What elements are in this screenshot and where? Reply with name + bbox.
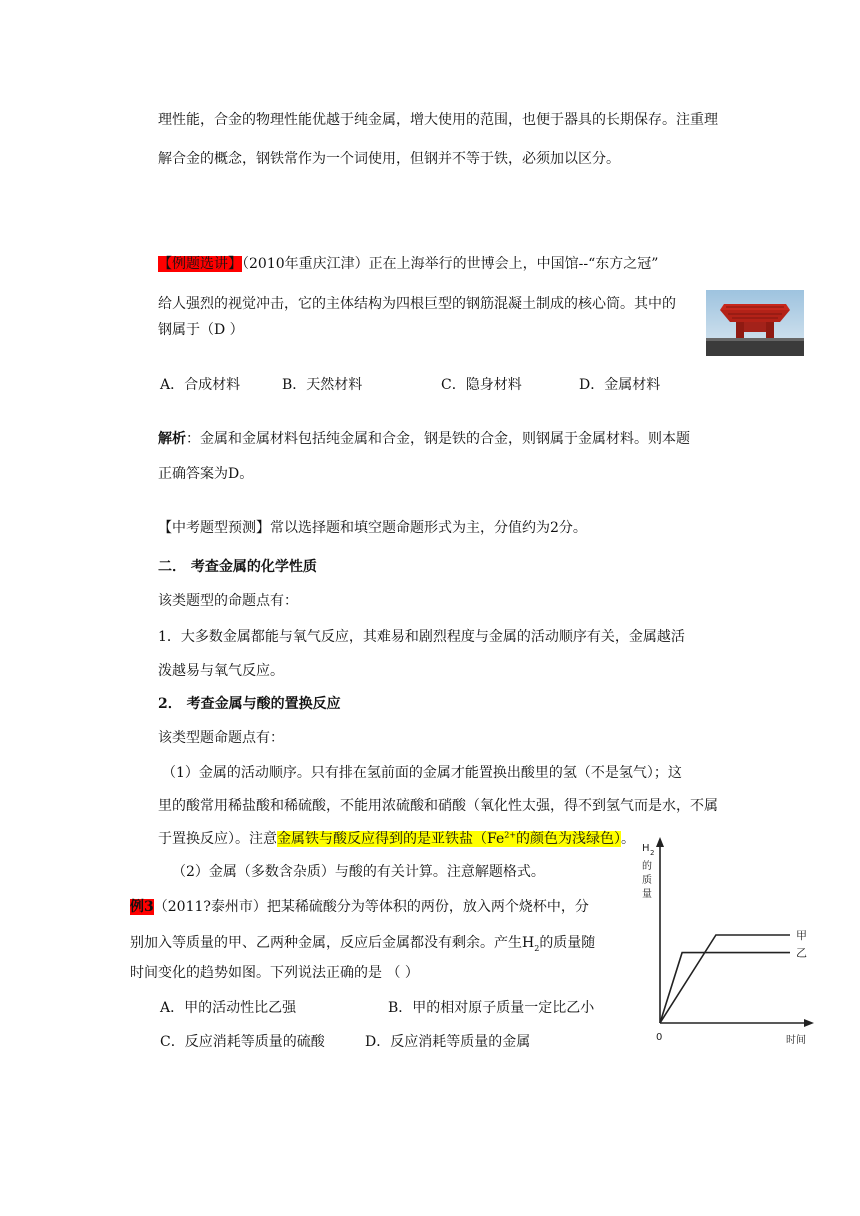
option-d: D．反应消耗等质量的金属	[365, 1034, 531, 1050]
option-c: C．隐身材料	[441, 377, 522, 393]
series-group	[660, 929, 807, 1023]
section-intro: 该类题型的命题点有：	[158, 593, 298, 609]
point1-line2: 泼越易与氧气反应。	[158, 663, 284, 679]
reaction-graph	[640, 835, 820, 1050]
y-axis-label-char: 量	[642, 889, 652, 900]
analysis-label: 解析	[158, 431, 186, 447]
option-a: A．甲的活动性比乙强	[160, 1000, 297, 1016]
example1-line3: 钢属于（D ）	[158, 322, 244, 338]
example3-text: 别加入等质量的甲、乙两种金属，反应后金属都没有剩余。产生H	[130, 935, 535, 951]
option-c: C．反应消耗等质量的硫酸	[160, 1034, 325, 1050]
series-label-1: 甲	[796, 929, 807, 942]
paragraph-line: 解合金的概念，钢铁常作为一个词使用，但钢并不等于铁，必须加以区分。	[158, 151, 620, 167]
example3-text: （2011?泰州市）把某稀硫酸分为等体积的两份，放入两个烧杯中，分	[153, 899, 589, 915]
sub1-line2: 里的酸常用稀盐酸和稀硫酸，不能用浓硫酸和硝酸（氧化性太强，得不到氢气而是水，不属	[158, 798, 718, 814]
ion-charge: 2+	[504, 830, 517, 840]
example1-line1	[158, 254, 658, 274]
highlight-text-b: 的颜色为浅绿色）	[516, 831, 622, 847]
sub1-end: 。	[621, 831, 636, 847]
option-b: B．天然材料	[282, 377, 363, 393]
option-d: D．金属材料	[579, 377, 661, 393]
example3-line2	[130, 933, 595, 953]
y-axis-label-char: 的	[642, 861, 652, 872]
example3-line1	[130, 897, 589, 917]
analysis-text: ：金属和金属材料包括纯金属和合金，钢是铁的合金，则钢属于金属材料。则本题	[186, 431, 690, 447]
series-label-2: 乙	[796, 946, 807, 960]
point1-line1: 1．大多数金属都能与氧气反应，其难易和剧烈程度与金属的活动顺序有关，金属越活	[158, 629, 685, 645]
paragraph-line: 理性能，合金的物理性能优越于纯金属，增大使用的范围，也便于器具的长期保存。注重理	[158, 112, 718, 128]
highlighted-note	[277, 831, 621, 847]
example3-tag: 例3	[130, 899, 154, 915]
section-heading: 二． 考查金属的化学性质	[158, 559, 317, 575]
y-axis-label-char: 质	[642, 875, 652, 886]
option-b: B．甲的相对原子质量一定比乙小	[388, 1000, 595, 1016]
example1-line2: 给人强烈的视觉冲击，它的主体结构为四根巨型的钢筋混凝土制成的核心筒。其中的	[158, 296, 676, 312]
y-axis-label-h: H	[642, 843, 650, 854]
highlight-text-a: 金属铁与酸反应得到的是亚铁盐（Fe	[277, 831, 505, 847]
forecast-line: 【中考题型预测】常以选择题和填空题命题形式为主，分值约为2分。	[158, 520, 587, 536]
origin-label: 0	[656, 1032, 663, 1043]
sub1-text: 于置换反应）。注意	[158, 831, 277, 847]
example-tag: 【例题选讲】	[158, 256, 242, 272]
y-axis-arrow	[656, 837, 664, 847]
sub2-line: （2）金属（多数含杂质）与酸的有关计算。注意解题格式。	[172, 864, 545, 880]
series-line-2	[660, 953, 790, 1023]
x-axis-arrow	[804, 1019, 814, 1027]
subscript: 2	[534, 943, 540, 953]
sub1-line3	[158, 829, 635, 849]
analysis-line1	[158, 429, 690, 449]
example3-line3: 时间变化的趋势如图。下列说法正确的是 （ ）	[130, 965, 419, 981]
point2-intro: 该类型题命题点有：	[158, 730, 284, 746]
analysis-line2: 正确答案为D。	[158, 466, 254, 482]
x-axis-label: 时间	[786, 1035, 806, 1046]
series-line-1	[660, 935, 790, 1023]
sub1-line1: （1）金属的活动顺序。只有排在氢前面的金属才能置换出酸里的氢（不是氢气）；这	[162, 765, 682, 781]
option-a: A．合成材料	[160, 377, 241, 393]
example3-text-end: 的质量随	[539, 935, 596, 951]
point2-heading: 2． 考查金属与酸的置换反应	[158, 696, 341, 712]
y-axis-label-sub: 2	[650, 849, 655, 857]
example1-text: （2010年重庆江津）正在上海举行的世博会上，中国馆--“东方之冠”	[242, 256, 659, 272]
china-pavilion-image	[706, 290, 804, 356]
